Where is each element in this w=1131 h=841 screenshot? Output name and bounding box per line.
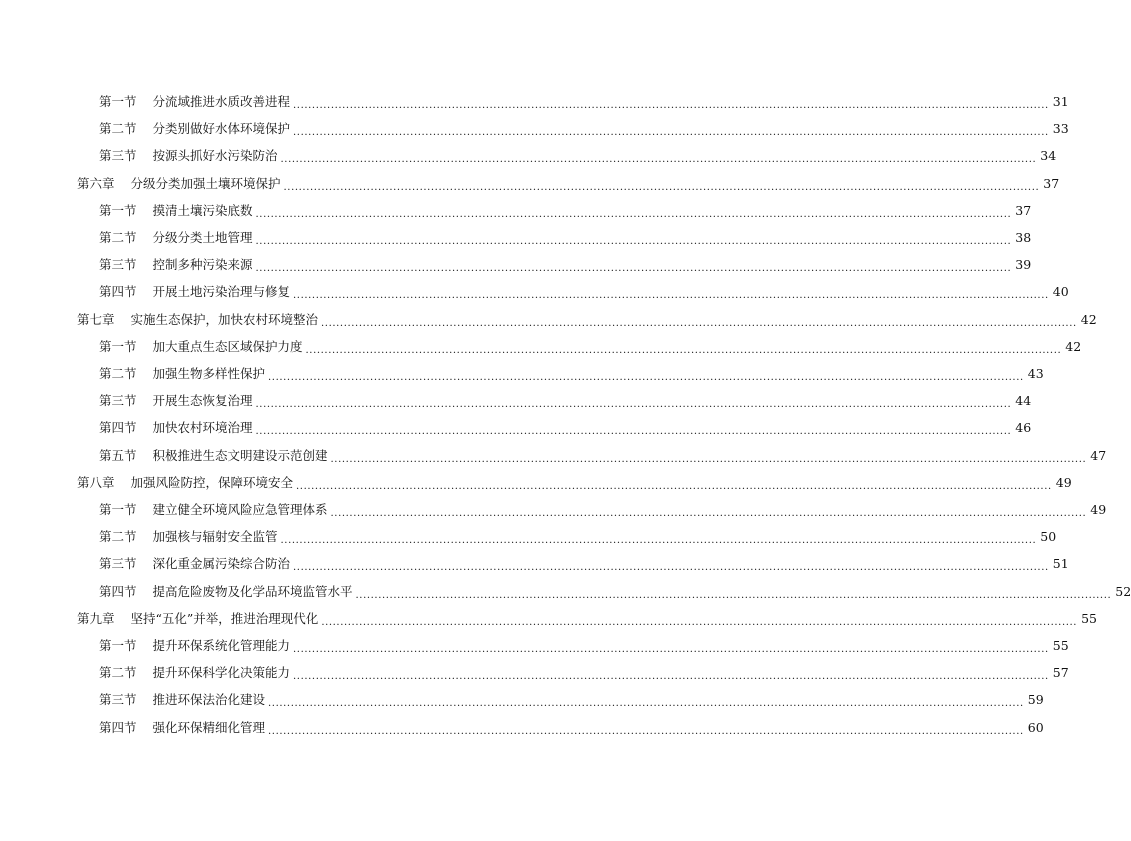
dot-leader xyxy=(331,449,1087,461)
toc-entry-title: 分类别做好水体环境保护 xyxy=(152,121,291,137)
toc-entry-title: 分流域推进水质改善进程 xyxy=(152,94,291,109)
toc-entry-number: 第三节 xyxy=(99,692,137,708)
toc-page-number: 34 xyxy=(1040,148,1057,164)
toc-page-number: 49 xyxy=(1055,474,1072,490)
toc-entry-number: 第一节 xyxy=(99,638,137,653)
dot-leader xyxy=(268,693,1024,705)
toc-chapter-entry[interactable] xyxy=(0,311,1097,329)
toc-entry-number: 第三节 xyxy=(99,257,137,273)
toc-entry-title: 实施生态保护，加快农村环境整治 xyxy=(130,311,319,327)
toc-entry-title: 按源头抓好水污染防治 xyxy=(152,148,278,164)
toc-entry-number: 第九章 xyxy=(77,610,115,626)
toc-page-number: 33 xyxy=(1052,121,1069,137)
toc-entry-title: 深化重金属污染综合防治 xyxy=(152,556,291,572)
toc-section-entry[interactable] xyxy=(0,229,1032,247)
toc-entry-title: 加大重点生态区域保护力度 xyxy=(152,338,303,354)
toc-page-number: 50 xyxy=(1040,529,1057,545)
dot-leader xyxy=(321,612,1077,624)
toc-entry-title: 分级分类土地管理 xyxy=(152,230,253,245)
toc-section-entry[interactable] xyxy=(0,419,1032,437)
toc-entry-number: 第二节 xyxy=(99,529,137,545)
toc-entry-number: 第一节 xyxy=(99,338,137,354)
toc-section-entry[interactable] xyxy=(0,637,1069,655)
toc-section-entry[interactable] xyxy=(0,664,1069,682)
dot-leader xyxy=(293,95,1049,107)
toc-entry-title: 提高危险废物及化学品环境监管水平 xyxy=(152,583,353,599)
toc-entry-number: 第三节 xyxy=(99,393,137,409)
toc-page-number: 46 xyxy=(1015,420,1032,436)
toc-entry-title: 强化环保精细化管理 xyxy=(152,719,266,735)
toc-entry-number: 第四节 xyxy=(99,420,137,436)
toc-page-number: 49 xyxy=(1090,502,1107,517)
toc-page-number: 39 xyxy=(1015,257,1032,273)
toc-entry-number: 第六章 xyxy=(77,175,115,191)
toc-chapter-entry[interactable] xyxy=(0,610,1097,628)
toc-section-entry[interactable] xyxy=(0,447,1107,465)
dot-leader xyxy=(256,204,1012,216)
toc-chapter-entry[interactable] xyxy=(0,474,1072,492)
toc-chapter-entry[interactable] xyxy=(0,175,1060,193)
toc-section-entry[interactable] xyxy=(0,691,1044,709)
toc-entry-number: 第二节 xyxy=(99,121,137,137)
toc-page-number: 37 xyxy=(1015,202,1032,218)
toc-section-entry[interactable] xyxy=(0,93,1069,111)
dot-leader xyxy=(284,177,1040,189)
toc-section-entry[interactable] xyxy=(0,202,1032,220)
toc-entry-title: 加快农村环境治理 xyxy=(152,420,253,436)
toc-entry-number: 第八章 xyxy=(77,474,115,490)
dot-leader xyxy=(268,367,1024,379)
toc-entry-title: 开展生态恢复治理 xyxy=(152,393,253,409)
toc-page-number: 43 xyxy=(1027,366,1044,381)
toc-entry-number: 第三节 xyxy=(99,148,137,164)
dot-leader xyxy=(256,421,1012,433)
toc-section-entry[interactable] xyxy=(0,583,1131,601)
toc-section-entry[interactable] xyxy=(0,338,1082,356)
toc-entry-title: 坚持“五化”并举，推进治理现代化 xyxy=(130,610,319,626)
toc-entry-number: 第四节 xyxy=(99,719,137,735)
dot-leader xyxy=(293,639,1049,651)
toc-entry-title: 加强生物多样性保护 xyxy=(152,366,266,381)
toc-page-number: 37 xyxy=(1043,175,1060,191)
toc-section-entry[interactable] xyxy=(0,528,1057,546)
toc-page-number: 31 xyxy=(1052,94,1069,109)
dot-leader xyxy=(293,122,1049,134)
toc-entry-title: 加强核与辐射安全监管 xyxy=(152,529,278,545)
dot-leader xyxy=(268,721,1024,733)
dot-leader xyxy=(306,340,1062,352)
toc-page-number: 47 xyxy=(1090,447,1107,463)
toc-entry-number: 第一节 xyxy=(99,502,137,517)
toc-section-entry[interactable] xyxy=(0,147,1057,165)
toc-page-number: 55 xyxy=(1081,610,1097,626)
toc-entry-number: 第四节 xyxy=(99,284,137,300)
dot-leader xyxy=(256,231,1012,243)
toc-section-entry[interactable] xyxy=(0,392,1032,410)
toc-section-entry[interactable] xyxy=(0,365,1044,383)
dot-leader xyxy=(281,530,1037,542)
toc-section-entry[interactable] xyxy=(0,501,1107,519)
toc-entry-title: 提升环保系统化管理能力 xyxy=(152,638,291,653)
toc-page-number: 52 xyxy=(1115,583,1131,599)
toc-page-number: 44 xyxy=(1015,393,1032,409)
toc-section-entry[interactable] xyxy=(0,283,1069,301)
toc-entry-title: 分级分类加强土壤环境保护 xyxy=(130,175,281,191)
toc-page-number: 55 xyxy=(1052,638,1069,653)
dot-leader xyxy=(356,585,1112,597)
toc-page-number: 38 xyxy=(1015,230,1032,245)
toc-section-entry[interactable] xyxy=(0,555,1069,573)
toc-entry-title: 建立健全环境风险应急管理体系 xyxy=(152,502,328,517)
toc-entry-number: 第二节 xyxy=(99,230,137,245)
dot-leader xyxy=(296,476,1052,488)
dot-leader xyxy=(256,258,1012,270)
toc-entry-number: 第五节 xyxy=(99,447,137,463)
toc-entry-title: 提升环保科学化决策能力 xyxy=(152,665,291,681)
toc-page-number: 40 xyxy=(1052,284,1069,300)
toc-entry-title: 摸清土壤污染底数 xyxy=(152,202,253,218)
toc-entry-number: 第一节 xyxy=(99,94,137,109)
toc-page-number: 60 xyxy=(1027,719,1044,735)
toc-entry-number: 第二节 xyxy=(99,366,137,381)
toc-entry-number: 第四节 xyxy=(99,583,137,599)
toc-entry-number: 第一节 xyxy=(99,202,137,218)
dot-leader xyxy=(293,557,1049,569)
dot-leader xyxy=(331,503,1087,515)
dot-leader xyxy=(293,285,1049,297)
dot-leader xyxy=(281,149,1037,161)
toc-section-entry[interactable] xyxy=(0,256,1032,274)
dot-leader xyxy=(321,313,1077,325)
toc-entry-title: 控制多种污染来源 xyxy=(152,257,253,273)
toc-page-number: 51 xyxy=(1052,556,1069,572)
toc-entry-number: 第二节 xyxy=(99,665,137,681)
toc-entry-title: 推进环保法治化建设 xyxy=(152,692,266,708)
toc-page-number: 42 xyxy=(1065,338,1082,354)
toc-page-number: 42 xyxy=(1080,311,1097,327)
toc-page-number: 57 xyxy=(1052,665,1069,681)
toc-page-number: 59 xyxy=(1027,692,1044,708)
dot-leader xyxy=(256,394,1012,406)
toc-entry-title: 积极推进生态文明建设示范创建 xyxy=(152,447,328,463)
dot-leader xyxy=(293,666,1049,678)
toc-entry-number: 第三节 xyxy=(99,556,137,572)
toc-entry-title: 加强风险防控，保障环境安全 xyxy=(130,474,294,490)
toc-section-entry[interactable] xyxy=(0,719,1044,737)
toc-entry-number: 第七章 xyxy=(77,311,115,327)
toc-section-entry[interactable] xyxy=(0,120,1069,138)
toc-entry-title: 开展土地污染治理与修复 xyxy=(152,284,291,300)
